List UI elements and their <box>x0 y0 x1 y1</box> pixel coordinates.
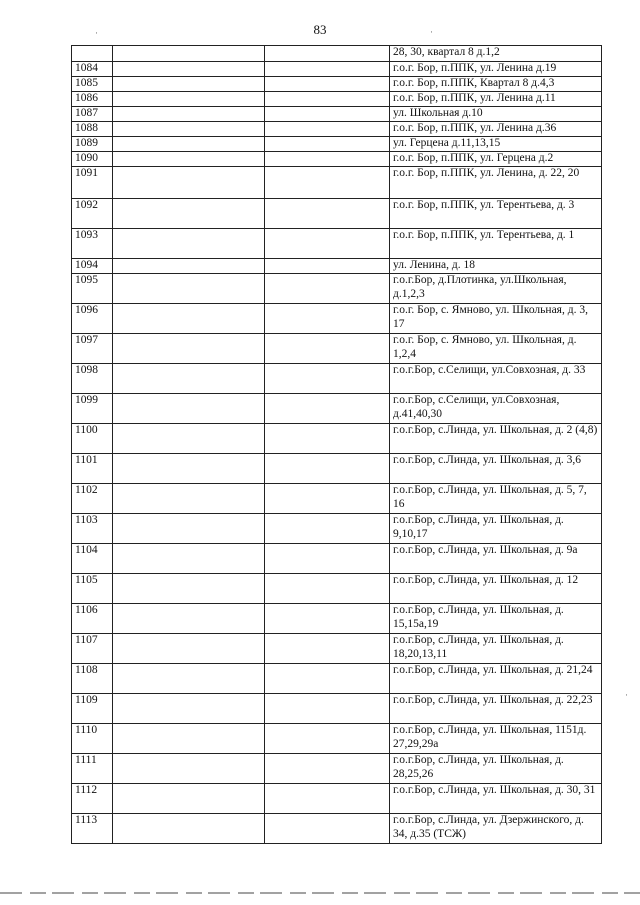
table-row <box>72 92 602 107</box>
empty-cell <box>113 484 265 514</box>
empty-cell <box>265 62 390 77</box>
empty-cell <box>113 574 265 604</box>
empty-cell <box>113 784 265 814</box>
empty-cell <box>265 664 390 694</box>
empty-cell <box>113 694 265 724</box>
empty-cell <box>113 604 265 634</box>
empty-cell <box>113 544 265 574</box>
empty-cell <box>113 424 265 454</box>
table-row <box>72 77 602 92</box>
table-row <box>72 152 602 167</box>
table-row <box>72 544 602 574</box>
empty-cell <box>265 152 390 167</box>
empty-cell <box>113 514 265 544</box>
table-row <box>72 259 602 274</box>
table-row <box>72 724 602 754</box>
address-cell: г.о.г.Бор, с.Линда, ул. Школьная, д. 3,6 <box>390 454 602 484</box>
table-row <box>72 484 602 514</box>
row-number: 1093 <box>72 229 113 259</box>
empty-cell <box>113 724 265 754</box>
address-cell: г.о.г.Бор, д.Плотинка, ул.Школьная, д.1,2,3 <box>390 274 602 304</box>
address-cell: г.о.г. Бор, п.ППК, ул. Герцена д.2 <box>390 152 602 167</box>
row-number: 1091 <box>72 167 113 199</box>
table-row <box>72 229 602 259</box>
address-cell: г.о.г.Бор, с.Линда, ул. Школьная, д. 9,10,17 <box>390 514 602 544</box>
address-cell: г.о.г.Бор, с.Линда, ул. Дзержинского, д. 34, д.35 (ТСЖ) <box>390 814 602 844</box>
empty-cell <box>113 62 265 77</box>
address-cell: г.о.г.Бор, с.Линда, ул. Школьная, д. 15,15а,19 <box>390 604 602 634</box>
table-row <box>72 454 602 484</box>
address-cell: г.о.г.Бор, с.Линда, ул. Школьная, д. 30, 31 <box>390 784 602 814</box>
table-row <box>72 46 602 62</box>
row-number: 1085 <box>72 77 113 92</box>
empty-cell <box>265 259 390 274</box>
empty-cell <box>265 107 390 122</box>
address-cell: ул. Школьная д.10 <box>390 107 602 122</box>
table-row <box>72 364 602 394</box>
table-row <box>72 604 602 634</box>
row-number: 1090 <box>72 152 113 167</box>
empty-cell <box>265 754 390 784</box>
address-cell: ул. Ленина, д. 18 <box>390 259 602 274</box>
empty-cell <box>265 604 390 634</box>
empty-cell <box>113 92 265 107</box>
row-number: 1095 <box>72 274 113 304</box>
address-cell: ул. Герцена д.11,13,15 <box>390 137 602 152</box>
empty-cell <box>113 754 265 784</box>
row-number: 1109 <box>72 694 113 724</box>
row-number: 1092 <box>72 199 113 229</box>
address-table <box>71 45 602 844</box>
table-row <box>72 814 602 844</box>
row-number: 1101 <box>72 454 113 484</box>
row-number: 1106 <box>72 604 113 634</box>
empty-cell <box>113 664 265 694</box>
empty-cell <box>265 694 390 724</box>
empty-cell <box>113 364 265 394</box>
row-number: 1110 <box>72 724 113 754</box>
address-cell: 28, 30, квартал 8 д.1,2 <box>390 46 602 62</box>
address-cell: г.о.г.Бор, с.Селищи, ул.Совхозная, д.41,40,30 <box>390 394 602 424</box>
row-number: 1084 <box>72 62 113 77</box>
empty-cell <box>265 484 390 514</box>
empty-cell <box>265 394 390 424</box>
empty-cell <box>113 304 265 334</box>
address-cell: г.о.г.Бор, с.Линда, ул. Школьная, д. 9а <box>390 544 602 574</box>
table-row <box>72 274 602 304</box>
empty-cell <box>265 167 390 199</box>
empty-cell <box>265 544 390 574</box>
table-row <box>72 107 602 122</box>
empty-cell <box>265 574 390 604</box>
row-number <box>72 46 113 62</box>
address-cell: г.о.г. Бор, п.ППК, ул. Терентьева, д. 1 <box>390 229 602 259</box>
row-number: 1086 <box>72 92 113 107</box>
table-row <box>72 694 602 724</box>
empty-cell <box>265 364 390 394</box>
address-cell: г.о.г.Бор, с.Линда, ул. Школьная, д. 28,25,26 <box>390 754 602 784</box>
table-row <box>72 167 602 199</box>
address-cell: г.о.г. Бор, п.ППК, ул. Ленина д.36 <box>390 122 602 137</box>
row-number: 1096 <box>72 304 113 334</box>
table-row <box>72 664 602 694</box>
empty-cell <box>113 394 265 424</box>
empty-cell <box>113 107 265 122</box>
row-number: 1111 <box>72 754 113 784</box>
address-cell: г.о.г. Бор, п.ППК, ул. Ленина д.19 <box>390 62 602 77</box>
address-cell: г.о.г.Бор, с.Линда, ул. Школьная, д. 21,24 <box>390 664 602 694</box>
address-cell: г.о.г. Бор, п.ППК, Квартал 8 д.4,3 <box>390 77 602 92</box>
empty-cell <box>113 454 265 484</box>
empty-cell <box>265 424 390 454</box>
table-row <box>72 334 602 364</box>
table-row <box>72 62 602 77</box>
table-row <box>72 634 602 664</box>
row-number: 1107 <box>72 634 113 664</box>
address-cell: г.о.г. Бор, с. Ямново, ул. Школьная, д. 3, 17 <box>390 304 602 334</box>
row-number: 1102 <box>72 484 113 514</box>
row-number: 1112 <box>72 784 113 814</box>
empty-cell <box>113 137 265 152</box>
empty-cell <box>265 137 390 152</box>
empty-cell <box>265 46 390 62</box>
empty-cell <box>265 92 390 107</box>
empty-cell <box>265 634 390 664</box>
empty-cell <box>113 46 265 62</box>
address-cell: г.о.г. Бор, п.ППК, ул. Терентьева, д. 3 <box>390 199 602 229</box>
address-cell: г.о.г.Бор, с.Селищи, ул.Совхозная, д. 33 <box>390 364 602 394</box>
empty-cell <box>113 229 265 259</box>
scan-dot: · <box>430 27 433 37</box>
empty-cell <box>113 122 265 137</box>
table-row <box>72 137 602 152</box>
empty-cell <box>265 229 390 259</box>
scan-dot: · <box>625 690 628 700</box>
empty-cell <box>113 152 265 167</box>
table-row <box>72 784 602 814</box>
row-number: 1097 <box>72 334 113 364</box>
scan-dot: · <box>95 28 98 38</box>
table-row <box>72 199 602 229</box>
empty-cell <box>265 454 390 484</box>
address-cell: г.о.г. Бор, с. Ямново, ул. Школьная, д. 1,2,4 <box>390 334 602 364</box>
address-cell: г.о.г. Бор, п.ППК, ул. Ленина д.11 <box>390 92 602 107</box>
address-cell: г.о.г.Бор, с.Линда, ул. Школьная, д. 18,20,13,11 <box>390 634 602 664</box>
page-number: 83 <box>313 22 327 37</box>
page-bottom-edge <box>0 892 640 894</box>
address-cell: г.о.г. Бор, п.ППК, ул. Ленина, д. 22, 20 <box>390 167 602 199</box>
empty-cell <box>265 514 390 544</box>
table-row <box>72 304 602 334</box>
empty-cell <box>113 259 265 274</box>
row-number: 1105 <box>72 574 113 604</box>
table-row <box>72 122 602 137</box>
row-number: 1088 <box>72 122 113 137</box>
table-row <box>72 574 602 604</box>
empty-cell <box>265 814 390 844</box>
table-row <box>72 424 602 454</box>
row-number: 1098 <box>72 364 113 394</box>
empty-cell <box>265 122 390 137</box>
row-number: 1108 <box>72 664 113 694</box>
empty-cell <box>113 814 265 844</box>
empty-cell <box>113 274 265 304</box>
address-cell: г.о.г.Бор, с.Линда, ул. Школьная, д. 2 (4,8) <box>390 424 602 454</box>
empty-cell <box>265 724 390 754</box>
address-cell: г.о.г.Бор, с.Линда, ул. Школьная, д. 12 <box>390 574 602 604</box>
address-cell: г.о.г.Бор, с.Линда, ул. Школьная, 1151д. 27,29,29а <box>390 724 602 754</box>
empty-cell <box>113 199 265 229</box>
empty-cell <box>265 304 390 334</box>
empty-cell <box>113 167 265 199</box>
table-row <box>72 514 602 544</box>
row-number: 1103 <box>72 514 113 544</box>
empty-cell <box>113 634 265 664</box>
empty-cell <box>113 77 265 92</box>
table-row <box>72 394 602 424</box>
address-cell: г.о.г.Бор, с.Линда, ул. Школьная, д. 5, 7, 16 <box>390 484 602 514</box>
row-number: 1087 <box>72 107 113 122</box>
row-number: 1089 <box>72 137 113 152</box>
row-number: 1113 <box>72 814 113 844</box>
empty-cell <box>265 199 390 229</box>
empty-cell <box>265 274 390 304</box>
empty-cell <box>265 334 390 364</box>
address-cell: г.о.г.Бор, с.Линда, ул. Школьная, д. 22,23 <box>390 694 602 724</box>
address-table-body <box>72 46 602 844</box>
empty-cell <box>265 77 390 92</box>
empty-cell <box>113 334 265 364</box>
row-number: 1099 <box>72 394 113 424</box>
empty-cell <box>265 784 390 814</box>
row-number: 1104 <box>72 544 113 574</box>
row-number: 1100 <box>72 424 113 454</box>
table-row <box>72 754 602 784</box>
row-number: 1094 <box>72 259 113 274</box>
